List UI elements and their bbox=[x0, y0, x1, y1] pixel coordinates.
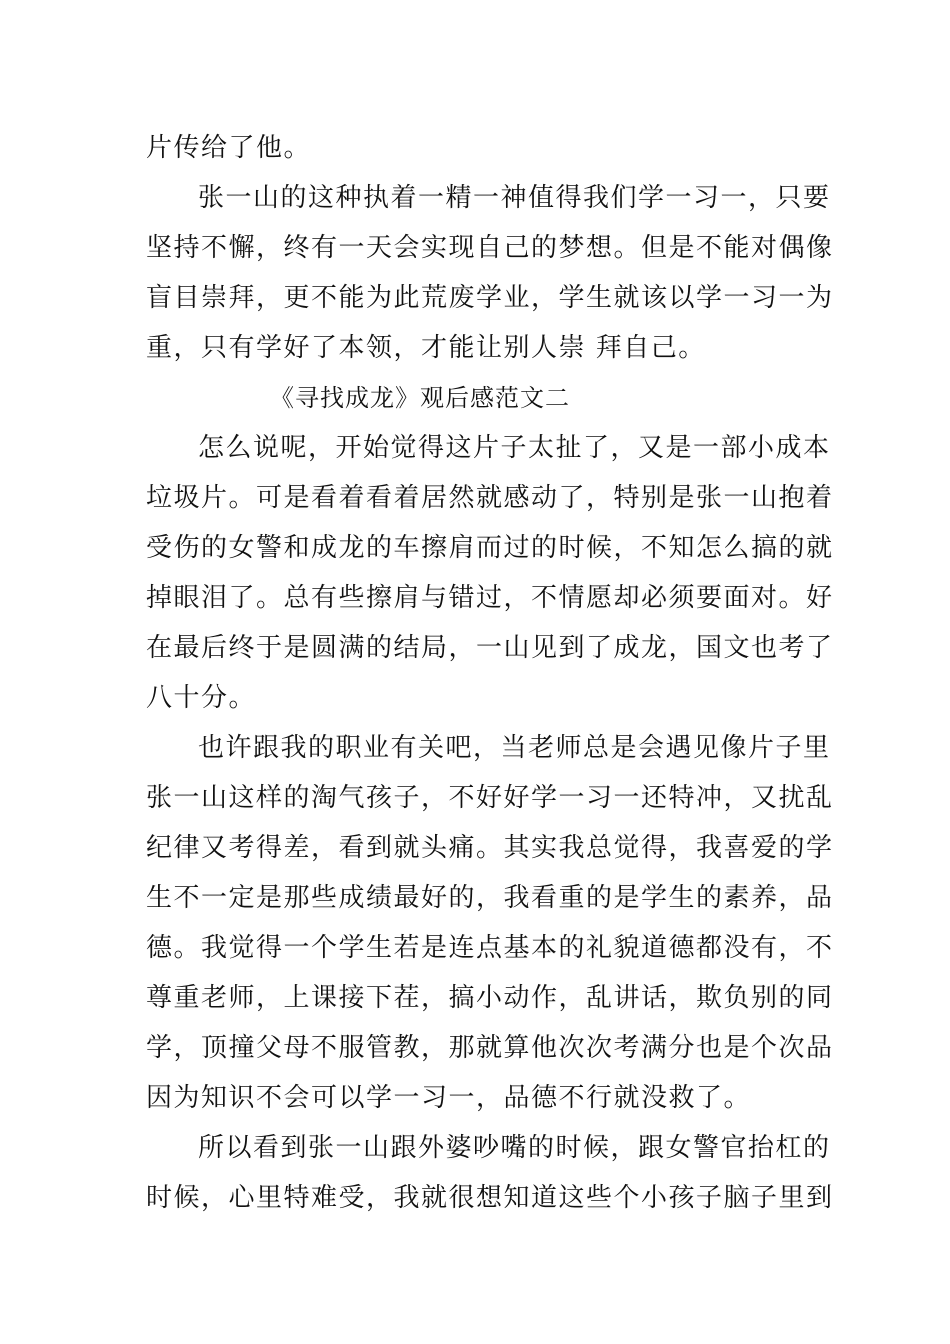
paragraph-start-line: 所以看到张一山跟外婆吵嘴的时候，跟女警官抬杠的 bbox=[198, 1133, 831, 1163]
text-line: 盲目崇拜，更不能为此荒废学业，学生就该以学一习一为 bbox=[146, 283, 834, 313]
text-line: 片传给了他。 bbox=[146, 133, 312, 163]
text-line: 在最后终于是圆满的结局，一山见到了成龙，国文也考了 bbox=[146, 633, 834, 663]
text-line: 尊重老师，上课接下茬，搞小动作，乱讲话，欺负别的同 bbox=[146, 983, 834, 1013]
text-line: 张一山这样的淘气孩子，不好好学一习一还特冲，又扰乱 bbox=[146, 783, 834, 813]
paragraph-start-line: 怎么说呢，开始觉得这片子太扯了，又是一部小成本 bbox=[198, 433, 831, 463]
text-line: 时候，心里特难受，我就很想知道这些个小孩子脑子里到 bbox=[146, 1183, 834, 1213]
text-line: 因为知识不会可以学一习一，品德不行就没救了。 bbox=[146, 1083, 752, 1113]
text-line: 八十分。 bbox=[146, 683, 257, 713]
text-line: 生不一定是那些成绩最好的，我看重的是学生的素养，品 bbox=[146, 883, 834, 913]
section-title: 《寻找成龙》观后感范文二 bbox=[270, 384, 570, 412]
text-line: 学，顶撞父母不服管教，那就算他次次考满分也是个次品 bbox=[146, 1033, 834, 1063]
text-line: 垃圾片。可是看着看着居然就感动了，特别是张一山抱着 bbox=[146, 483, 834, 513]
text-line: 纪律又考得差，看到就头痛。其实我总觉得，我喜爱的学 bbox=[146, 833, 834, 863]
text-line: 重，只有学好了本领，才能让别人崇 拜自己。 bbox=[146, 333, 706, 363]
paragraph-start-line: 也许跟我的职业有关吧，当老师总是会遇见像片子里 bbox=[198, 733, 831, 763]
paragraph-start-line: 张一山的这种执着一精一神值得我们学一习一，只要 bbox=[198, 183, 831, 213]
text-line: 掉眼泪了。总有些擦肩与错过，不情愿却必须要面对。好 bbox=[146, 583, 834, 613]
text-line: 德。我觉得一个学生若是连点基本的礼貌道德都没有，不 bbox=[146, 933, 834, 963]
text-line: 坚持不懈，终有一天会实现自己的梦想。但是不能对偶像 bbox=[146, 233, 834, 263]
text-line: 受伤的女警和成龙的车擦肩而过的时候，不知怎么搞的就 bbox=[146, 533, 834, 563]
